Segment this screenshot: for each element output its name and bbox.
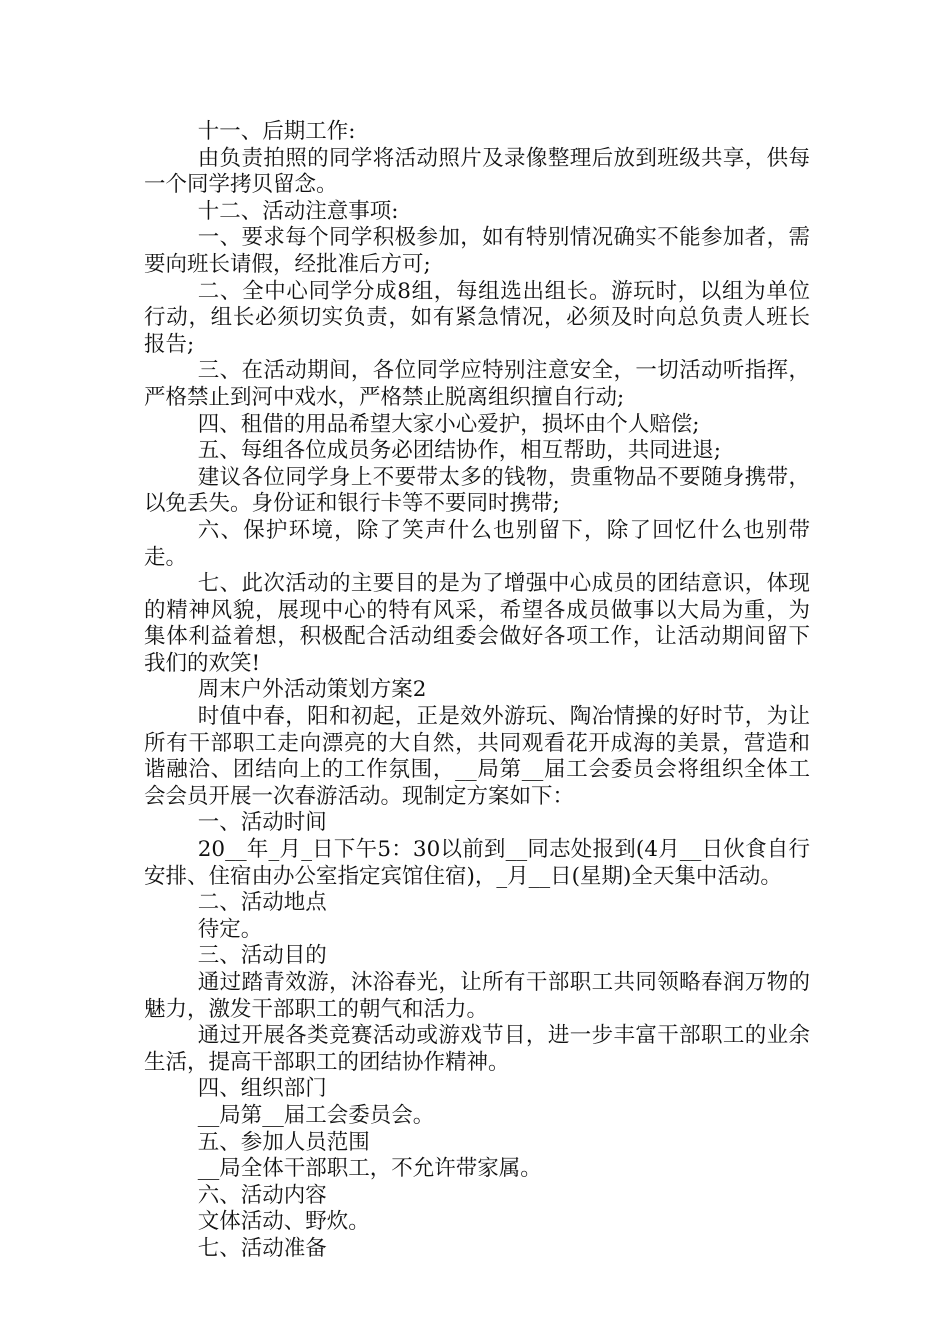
section-heading: 三、活动目的 bbox=[197, 943, 327, 969]
paragraph: __局全体干部职工，不允许带家属。 bbox=[197, 1156, 542, 1182]
paragraph: 由负责拍照的同学将活动照片及录像整理后放到班级共享，供每一个同学拷贝留念。 bbox=[144, 145, 810, 198]
paragraph: 通过开展各类竞赛活动或游戏节目，进一步丰富干部职工的业余生活，提高干部职工的团结协作精神。 bbox=[144, 1023, 810, 1075]
paragraph: 五、每组各位成员务必团结协作，相互帮助，共同进退; bbox=[197, 438, 721, 464]
section-heading: 五、参加人员范围 bbox=[197, 1129, 370, 1155]
section-heading: 一、活动时间 bbox=[197, 810, 327, 836]
document-body bbox=[144, 119, 810, 1263]
paragraph: __局第__届工会委员会。 bbox=[197, 1102, 435, 1128]
section-heading: 十二、活动注意事项: bbox=[197, 198, 399, 224]
section-heading: 十一、后期工作: bbox=[197, 119, 356, 144]
paragraph: 建议各位同学身上不要带太多的钱物，贵重物品不要随身携带，以免丢失。身份证和银行卡等不要同时携带; bbox=[144, 464, 810, 517]
paragraph: 文体活动、野炊。 bbox=[197, 1209, 370, 1235]
paragraph: 时值中春，阳和初起，正是效外游玩、陶冶情操的好时节，为让所有干部职工走向漂亮的大自然，共同观看花开成海的美景，营造和谐融洽、团结向上的工作氛围，__局第__届工会委员会将组织全体工会会员开展一次春游活动。现制定方案如下： bbox=[144, 704, 810, 809]
paragraph: 四、租借的用品希望大家小心爱护，损坏由个人赔偿; bbox=[197, 411, 700, 437]
section-heading: 四、组织部门 bbox=[197, 1076, 327, 1102]
paragraph: 二、全中心同学分成8组，每组选出组长。游玩时，以组为单位行动，组长必须切实负责，如有紧急情况，必须及时向总负责人班长报告; bbox=[144, 278, 810, 357]
paragraph: 七、此次活动的主要目的是为了增强中心成员的团结意识，体现的精神风貌，展现中心的特有风采，希望各成员做事以大局为重，为集体利益着想，积极配合活动组委会做好各项工作，让活动期间留下我们的欢笑! bbox=[144, 571, 810, 676]
paragraph: 20__年_月_日下午5：30以前到__同志处报到(4月__日伙食自行安排、住宿由办公室指定宾馆住宿)，_月__日(星期)全天集中活动。 bbox=[144, 837, 810, 889]
paragraph: 三、在活动期间，各位同学应特别注意安全，一切活动听指挥，严格禁止到河中戏水，严格禁止脱离组织擅自行动; bbox=[144, 358, 810, 410]
section-heading: 七、活动准备 bbox=[197, 1235, 327, 1261]
paragraph: 一、要求每个同学积极参加，如有特别情况确实不能参加者，需要向班长请假，经批准后方可; bbox=[144, 225, 810, 277]
section-heading: 二、活动地点 bbox=[197, 890, 327, 916]
paragraph: 通过踏青效游，沐浴春光，让所有干部职工共同领略春润万物的魅力，激发干部职工的朝气和活力。 bbox=[144, 970, 810, 1022]
paragraph: 六、保护环境，除了笑声什么也别留下，除了回忆什么也别带走。 bbox=[144, 517, 810, 570]
section-heading: 六、活动内容 bbox=[197, 1182, 327, 1208]
paragraph: 待定。 bbox=[197, 916, 263, 942]
document-title: 周末户外活动策划方案2 bbox=[197, 677, 427, 703]
